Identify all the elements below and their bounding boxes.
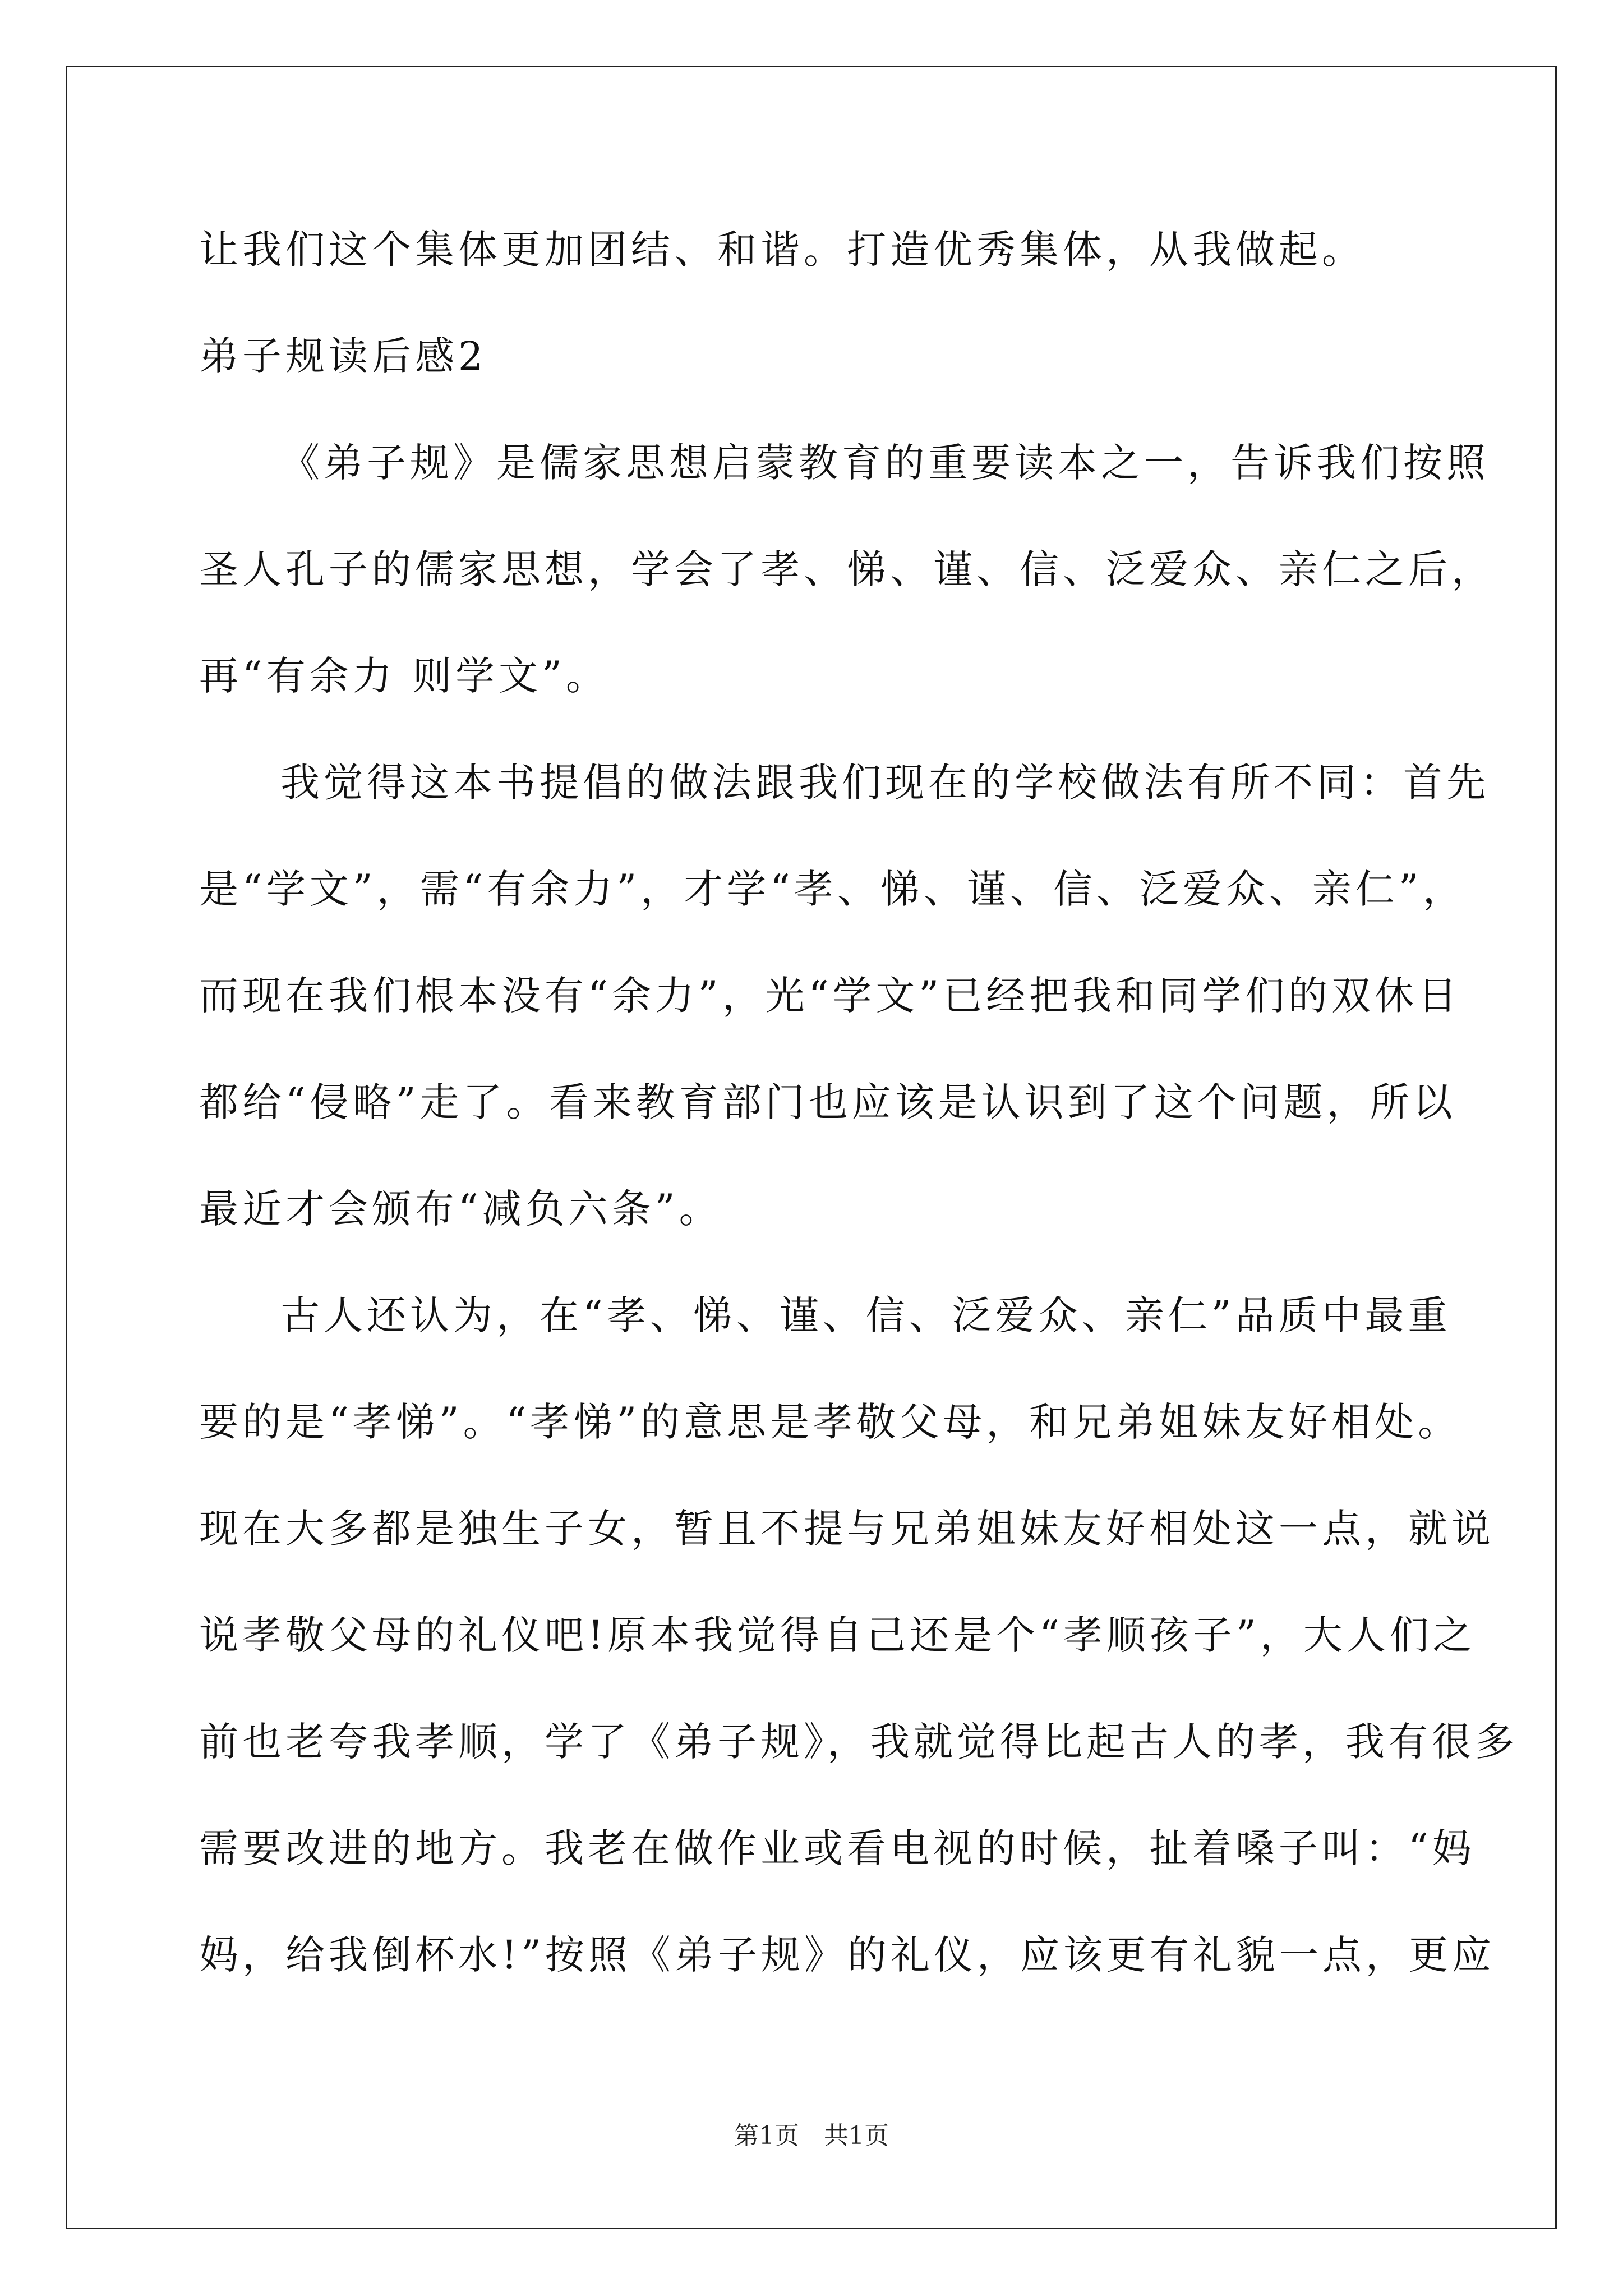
text-line: 再“有余力 则学文”。 — [199, 653, 609, 699]
text-line: 说孝敬父母的礼仪吧!原本我觉得自己还是个“孝顺孩子”，大人们之 — [199, 1612, 1476, 1658]
paragraph-start-line: 古人还认为，在“孝、悌、谨、信、泛爱众、亲仁”品质中最重 — [280, 1292, 1451, 1338]
text-line: 前也老夸我孝顺，学了《弟子规》，我就觉得比起古人的孝，我有很多 — [199, 1719, 1518, 1765]
text-line: 需要改进的地方。我老在做作业或看电视的时候，扯着嗓子叫：“妈 — [199, 1825, 1476, 1871]
page-border — [66, 66, 1557, 2229]
paragraph-start-line: 《弟子规》是儒家思想启蒙教育的重要读本之一，告诉我们按照 — [280, 440, 1490, 486]
text-line: 现在大多都是独生子女，暂且不提与兄弟姐妹友好相处这一点，就说 — [199, 1506, 1495, 1552]
text-line: 妈，给我倒杯水!”按照《弟子规》的礼仪，应该更有礼貌一点，更应 — [199, 1932, 1495, 1978]
text-line: 最近才会颁布“减负六条”。 — [199, 1186, 722, 1232]
text-line: 让我们这个集体更加团结、和谐。打造优秀集体，从我做起。 — [199, 227, 1365, 273]
text-line: 要的是“孝悌”。“孝悌”的意思是孝敬父母，和兄弟姐妹友好相处。 — [199, 1399, 1461, 1445]
text-line: 圣人孔子的儒家思想，学会了孝、悌、谨、信、泛爱众、亲仁之后， — [199, 546, 1495, 592]
text-line: 是“学文”，需“有余力”，才学“孝、悌、谨、信、泛爱众、亲仁”， — [199, 866, 1466, 912]
text-line: 而现在我们根本没有“余力”，光“学文”已经把我和同学们的双休日 — [199, 973, 1461, 1019]
paragraph-start-line: 我觉得这本书提倡的做法跟我们现在的学校做法有所不同：首先 — [280, 760, 1490, 806]
page-footer: 第1页 共1页 — [734, 2122, 889, 2150]
section-heading: 弟子规读后感2 — [199, 333, 487, 379]
text-line: 都给“侵略”走了。看来教育部门也应该是认识到了这个问题，所以 — [199, 1079, 1456, 1125]
